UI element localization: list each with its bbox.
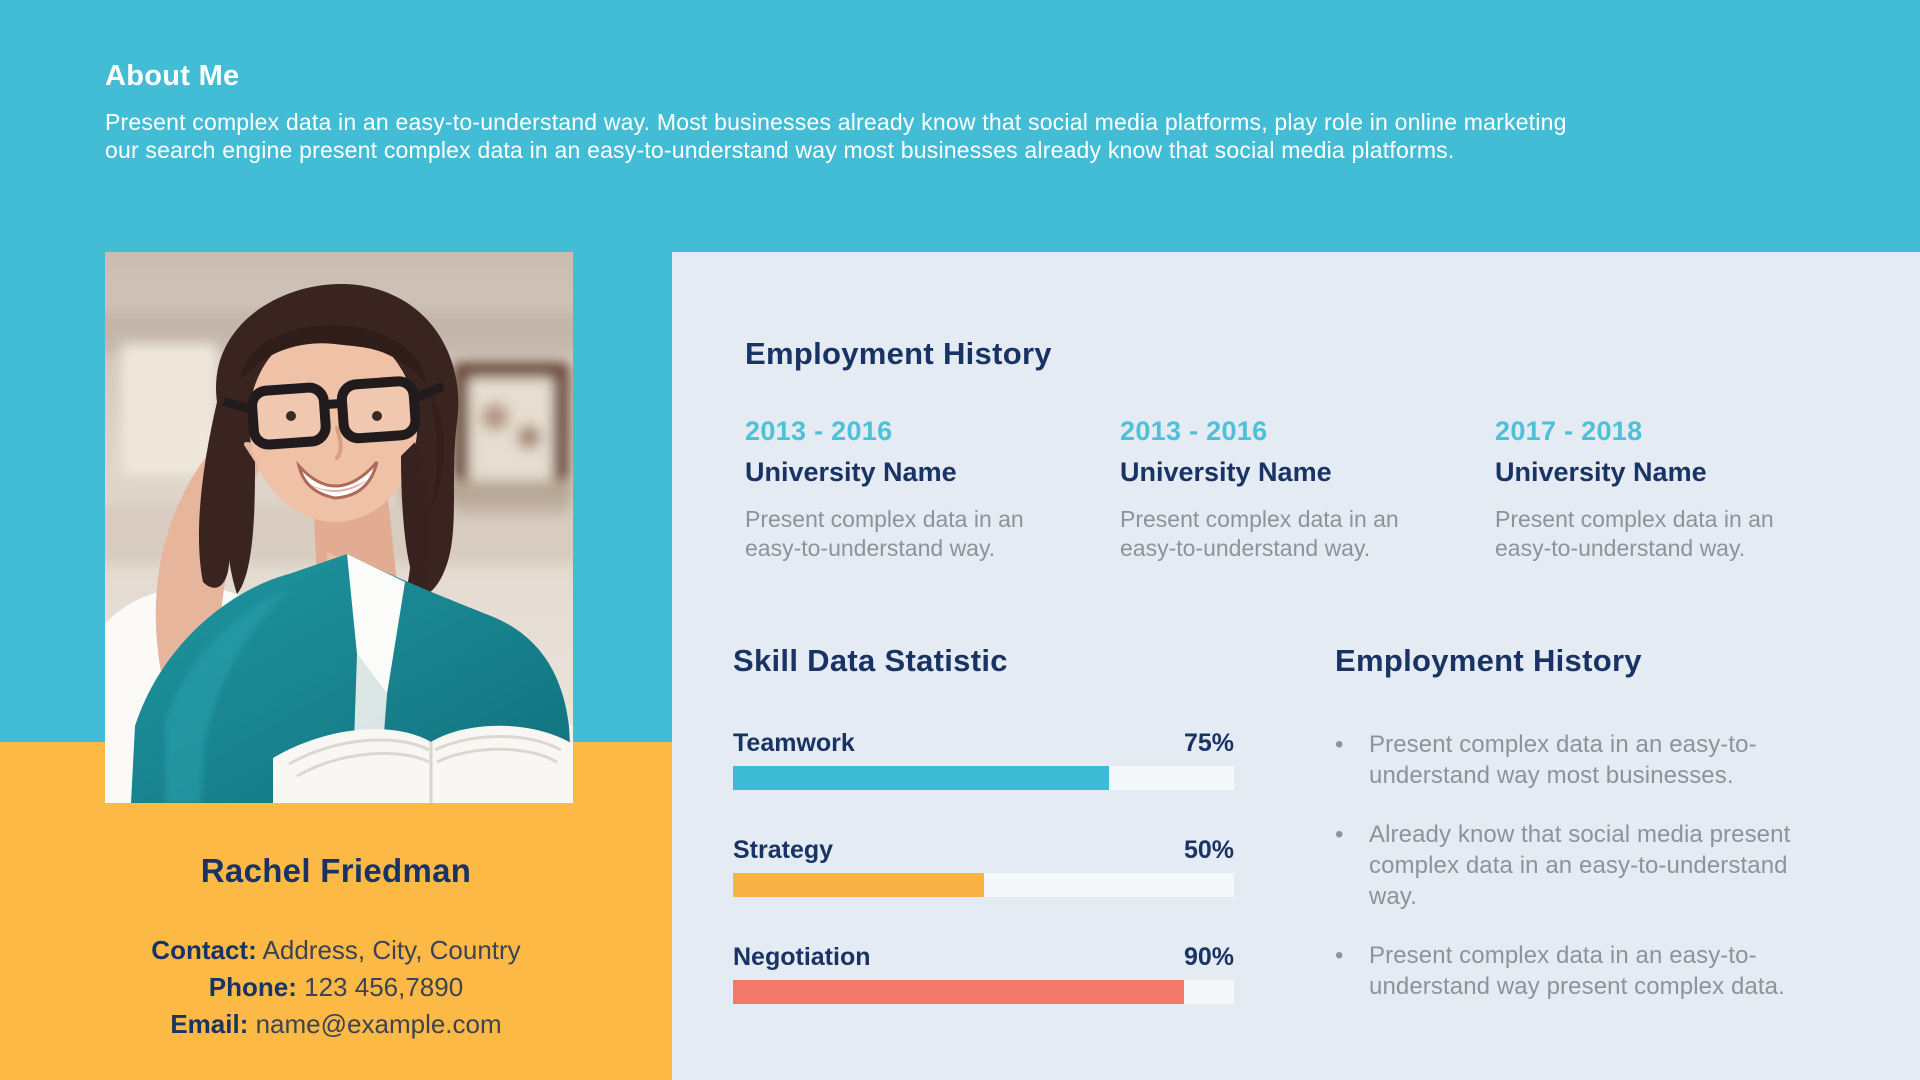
note-item: [1335, 729, 1835, 791]
skill-label: Teamwork: [733, 729, 855, 757]
skill-head: [733, 836, 1234, 864]
employment-title: Employment History: [745, 336, 1052, 371]
skill-percent: 75%: [1183, 729, 1234, 757]
employment-entry: [745, 416, 1075, 563]
note-text: Present complex data in an easy-to-understand way most businesses.: [1369, 731, 1757, 789]
entry-period: 2017 - 2018: [1495, 416, 1643, 446]
note-text: Present complex data in an easy-to-understand way present complex data.: [1369, 942, 1785, 1000]
about-text-line-2: our search engine present complex data in an easy-to-understand way most businesses already know that social media platforms.: [105, 137, 1455, 163]
bullet-icon: •: [1335, 942, 1344, 969]
note-text: Already know that social media present complex data in an easy-to-understand way.: [1369, 821, 1791, 910]
profile-photo: [105, 252, 573, 803]
bullet-icon: •: [1335, 731, 1344, 758]
skill-bar-fill: [733, 766, 1109, 790]
entry-description: Present complex data in an easy-to-understand way.: [745, 506, 1024, 561]
skill-bar-track: [733, 980, 1234, 1004]
profile-name: Rachel Friedman: [200, 852, 472, 889]
skill-head: [733, 729, 1234, 757]
entry-institution: University Name: [745, 457, 957, 487]
skill-bar-track: [733, 873, 1234, 897]
skill-bar-fill: [733, 873, 984, 897]
contact-value: Address, City, Country: [256, 935, 521, 965]
about-section: [105, 60, 1805, 164]
contact-line-phone: [60, 969, 612, 1006]
email-value: name@example.com: [248, 1009, 502, 1039]
about-text-line-1: Present complex data in an easy-to-understand way. Most businesses already know that social media platforms, play role in online marketing: [105, 109, 1567, 135]
identity-section: [60, 852, 612, 1043]
entry-description: Present complex data in an easy-to-understand way.: [1120, 506, 1399, 561]
entry-period: 2013 - 2016: [745, 416, 893, 446]
entry-period: 2013 - 2016: [1120, 416, 1268, 446]
employment-entry: [1495, 416, 1825, 563]
employment-section: [745, 336, 1875, 646]
employment-notes-title: Employment History: [1335, 643, 1642, 678]
contact-line-email: [60, 1006, 612, 1043]
about-title: About Me: [105, 60, 240, 92]
contact-line-address: [60, 932, 612, 969]
skill-row-teamwork: [733, 729, 1234, 790]
entry-institution: University Name: [1495, 457, 1707, 487]
contact-label: Contact:: [151, 935, 257, 965]
note-item: [1335, 940, 1835, 1002]
employment-entries: [745, 416, 1875, 646]
skill-label: Negotiation: [733, 943, 871, 971]
skills-section: [733, 643, 1234, 1004]
portrait-illustration: [105, 252, 573, 803]
skill-row-negotiation: [733, 943, 1234, 1004]
phone-label: Phone:: [208, 972, 297, 1002]
bullet-icon: •: [1335, 821, 1344, 848]
skill-head: [733, 943, 1234, 971]
employment-entry: [1120, 416, 1450, 563]
entry-institution: University Name: [1120, 457, 1332, 487]
note-item: [1335, 819, 1835, 912]
skill-percent: 50%: [1183, 836, 1234, 864]
notes-list: [1335, 729, 1835, 1002]
skill-bar-track: [733, 766, 1234, 790]
skill-bar-fill: [733, 980, 1184, 1004]
skill-label: Strategy: [733, 836, 834, 864]
employment-notes-section: [1335, 643, 1835, 1030]
skill-percent: 90%: [1183, 943, 1234, 971]
phone-value: 123 456,7890: [296, 972, 464, 1002]
skills-title: Skill Data Statistic: [733, 643, 1008, 678]
entry-description: Present complex data in an easy-to-understand way.: [1495, 506, 1774, 561]
email-label: Email:: [170, 1009, 249, 1039]
skill-row-strategy: [733, 836, 1234, 897]
